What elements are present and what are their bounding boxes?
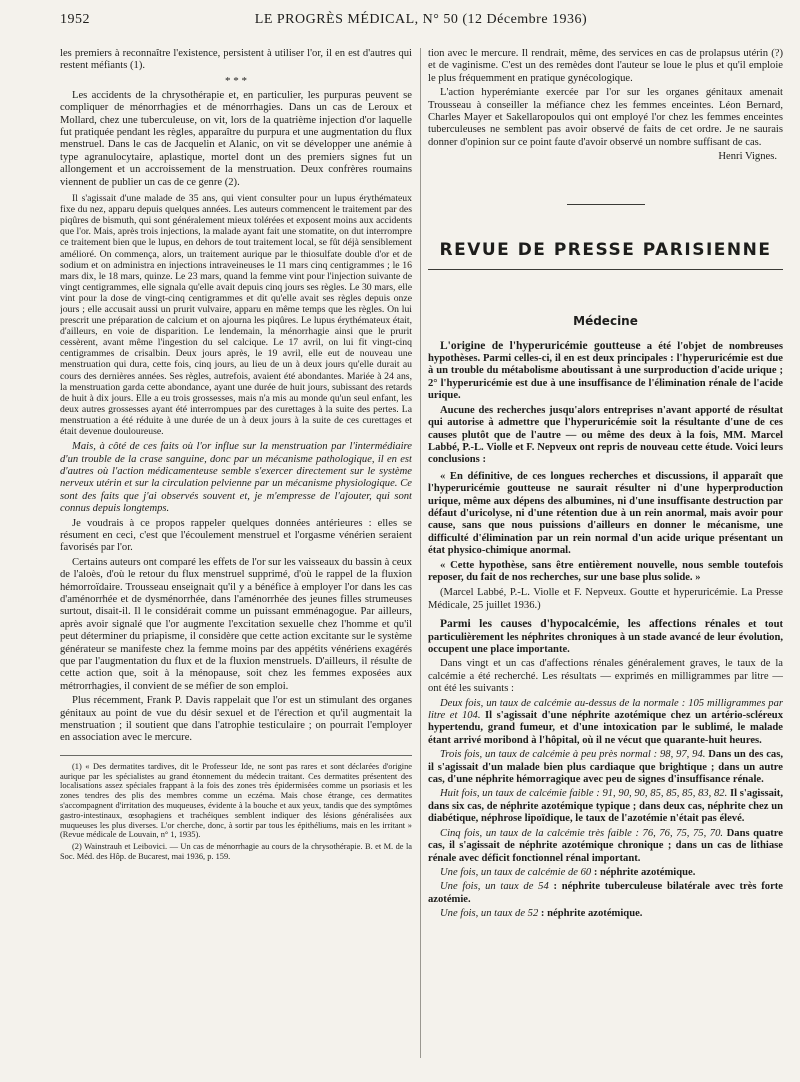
article-1-quote: « En définitive, de ces longues recherches et discussions, il apparaît que l'hyperuricémie goutteuse ne saurait résulter ni d'une hyperproduction urique, même aux dépens des albumines, ni d'une insuffisante destruction par défaut d'uricolyse, ni d'une rétention due à un rein anormal, mais avoir pour cause, sans que nous puissions d'ailleurs en donner le mécanisme, une difficulté d'élimination par un rein normal d'un acide urique présentant un état physico-chimique anormal.: [428, 470, 783, 557]
section-heading: Médecine: [573, 313, 638, 328]
item-text: Il s'agissait d'une néphrite azotémique chez un artério-scléreux hypertendu, grand fumeur, et d'une intoxication par le sublimé, le malade étant arrivé moribond à l'hôpital, où il ne vécut que quarante-huit heures.: [428, 710, 783, 746]
footnote-2: (2) Wainstrauh et Leibovici. — Un cas de ménorrhagie au cours de la chrysothérapie. B. et M. de la Soc. Méd. des Hôp. de Bucarest, mai 1936, p. 159.: [60, 842, 412, 862]
footnote-rule: [60, 755, 412, 756]
item-text: Il s'agissait, dans six cas, de néphrite azotémique typique ; dans deux cas, néphrite chez un diabétique, néphrose lipoïdique, le taux de l'azotémie n'était pas élevé.: [428, 788, 783, 825]
article-1-body: a été l'objet de nombreuses hypothèses. Parmi celles-ci, il en est deux principales : l'hyperuricémie est due à un trouble du métabolisme aboutissant à une surproduction d'acide urique ; 2° l'hyperuricémie est due à une insuffisance de l'élimination rénale de l'acide urique.: [428, 340, 783, 402]
revue-rule: [428, 269, 783, 270]
article-2-item-1: [428, 698, 783, 748]
right-column: [428, 48, 783, 1070]
article-1-intro: [428, 340, 783, 403]
left-column: [60, 48, 412, 1070]
footnote-1: (1) « Des dermatites tardives, dit le Professeur Ide, ne sont pas rares et sont déclarées d'origine aurique par les spécialistes au grand étonnement du médecin traitant. Ces dermatites présentent des localisations assez spéciales frappant à la fois des zones très épidermisées comme un psoriasis et les zones tendres des plis des membres comme un eczéma. Mais chose étrange, ces dermatites s'accompagnent d'irritation des muqueuses, évidente à la bouche et aux yeux, tandis que des symptômes gastro-intestinaux, œsophagiens et trachéiques semblent indiquer des lésions généralisées aux muqueuses les plus diverses. L'or cherche, donc, à sortir par tous les épithéliums, mais en les irritant » (Revue médicale de Louvain, n° 1, 1935).: [60, 761, 412, 840]
revue-title: REVUE DE PRESSE PARISIENNE: [439, 239, 772, 260]
left-paragraph-1: [60, 90, 412, 189]
left-paragraph-3: Mais, à côté de ces faits où l'or influe sur la menstruation par l'intermédiaire d'un trouble de la crase sanguine, donc par un mécanisme pathologique, il en est d'autres où l'action médicamenteuse semble s'exercer directement sur le système nerveux utérin et sur la circulation pelvienne par un mécanisme physiologique. Ce sont des faits que j'ai observés souvent et, je m'empresse de l'ajouter, qui sont connus depuis longtemps.: [60, 441, 412, 515]
article-2-body: et tout particulièrement les néphrites chroniques à un stade avancé de leur évolution, occupent une place importante.: [428, 619, 783, 655]
article-1-paragraph-2: Aucune des recherches jusqu'alors entreprises n'avant apporté de résultat qui autorise à admettre que l'hyperuricémie soit la résultante d'une de ces causes plutôt que de l'autre — ou même des deux à la fois, MM. Marcel Labbé, P.-L. Violle et F. Nepveux ont repris de nouveau cette étude. Voici leurs conclusions :: [428, 404, 783, 466]
article-2-paragraph-2: Dans vingt et un cas d'affections rénales généralement graves, le taux de la calcémie a été recherché. Les résultats — exprimés en milligrammes par litre — ont été les suivants :: [428, 658, 783, 695]
section-stars: * * *: [225, 74, 247, 87]
paragraph-text: Les accidents de la chrysothérapie et, en particulier, les purpuras peuvent se compliquer de ménorrhagies et de ménorrhagies. Dans un cas de Leroux et Mollard, chez une tuberculeuse, on vit, lors de la quatrième injection d'or laquelle fut pratiquée pendant les règles, apparaître du purpura et une augmentation du flux menstruel. Dans le cas de Jacquelin et Alanic, on vit se développer une anémie à type agranulocytaire, aplastique, mortel dont un des premiers signes fut un allongement et un accroissement de la menstruation. Deux confrères roumains viennent de publier un cas de ce genre (2).: [60, 89, 412, 188]
article-1-quote-end: « Cette hypothèse, sans être entièrement nouvelle, nous semble toutefois reposer, du fait de nos recherches, sur une base plus solide. »: [428, 559, 783, 583]
item-label: Une fois, un taux de 54: [440, 881, 549, 893]
left-paragraph-4: Je voudrais à ce propos rappeler quelques données antérieures : elles se résument en ceci, c'est que l'écoulement menstruel et l'orgasme vénérien seraient favorisés par l'or.: [60, 517, 412, 554]
left-paragraph-5: Certains auteurs ont comparé les effets de l'or sur les vaisseaux du bassin à ceux de l'aloès, d'où le retour du flux menstruel supprimé, d'où le rappel de la fluxion hémorroïdaire. Trousseau enseignait qu'il y a bénéfice à employer l'or dans les cas d'aménorrhée et de dysménorrhée, dans l'aménorrhée des jeunes filles strumeuses surtout, disait-il. Il le considérait comme un puissant emménagogue. Par ailleurs, après avoir signalé que l'or augmente l'excitation sexuelle chez l'homme et qu'il peut déterminer du priapisme, il considère que cette action excitante sur le système générateur se manifeste chez la femme moins par des appétits vénériens exagérés que par l'augmentation du flux et de la fluxion menstruels. D'ailleurs, il résulte de cette action que, soit à la ménopause, soit chez les femmes exposées aux métrorrhagies, il convient de se méfier de son emploi.: [60, 556, 412, 692]
separator-rule: [567, 204, 645, 205]
item-text: : néphrite azotémique.: [538, 908, 643, 920]
article-2-item-7: [428, 908, 783, 920]
article-1-lead: L'origine de l'hyperuricémie goutteuse: [440, 339, 641, 352]
article-2-item-3: [428, 788, 783, 825]
item-text: : néphrite azotémique.: [591, 866, 696, 878]
right-paragraph-1: L'action hyperémiante exercée par l'or sur les organes génitaux amenait Trousseau à conseiller la méfiance chez les femmes enceintes. Léon Bernard, Charles Mayer et Sakellaropoulos qui ont employé l'or chez les femmes enceintes tuberculeuses ne semblent pas avoir observé de faits de cet ordre. Je ne saurais donner d'opinion sur ce point faute d'avoir observé un nombre suffisant de cas.: [428, 87, 783, 148]
article-2-item-2: [428, 749, 783, 786]
author-signature: Henri Vignes.: [718, 151, 777, 163]
item-label: Trois fois, un taux de calcémie à peu près normal : 98, 97, 94.: [440, 749, 706, 761]
item-label: Cinq fois, un taux de la calcémie très faible : 76, 76, 75, 75, 70.: [440, 827, 724, 839]
case-report: Il s'agissait d'une malade de 35 ans, qui vient consulter pour un lupus érythémateux fixe du nez, apparu depuis quelques années. Les auteurs commencent le traitement par des piqûres de bismuth, qui sont généralement mieux tolérées et exposent moins aux accidents que l'or. Mais, après trois injections, la malade ayant fait une stomatite, on dut interrompre ce traitement bien que le lupus, en dehors de tout traitement local, se fût déjà sensiblement amélioré. On commença, alors, un traitement aurique par le thiosulfate double d'or et de sodium et on administra en injections intraveineuses le 11 mars cinq centigrammes ; le 16 mars dix, le 18 mars, quinze. Le 23 mars, quand la femme vint pour l'injection suivante de vingt centigrammes, elle signala qu'elle avait depuis cinq jours ses règles. Le 30 mars, elle vint pour la dose de vingt-cinq centigrammes et dit qu'elle avait ses règles depuis onze jours ; elle accusait aussi un prurit vulvaire, apparu en même temps que les règles. On lui prescrit une préparation de calcium et on ajourna les piqûres. Le lupus érythémateux était, d'ailleurs, en voie de disparition. Le lendemain, la ménorrhagie ainsi que le prurit cessèrent, avant même l'ingestion du sel calcique. Le 17 avril, on lui fit vingt-cinq centigrammes de crisalbin. Deux jours après, le 19 avril, elle eut de nouveau une menstruation qui dura, cette fois, cinq jours, au lieu de un à deux jours qu'elle durait au cours des dernières années. Ses règles, autrefois, avaient été abondantes. Mariée à 24 ans, la menstruation garda cette abondance, ayant une durée de huit jours, subissant des retards de huit à dix jours. Elle a eu trois grossesses, mais n'a mis au monde qu'un seul enfant, les deux autres grossesses ayant été interrompues par des curettages à la suite des pertes. La menstruation a été réduite à une durée de un à deux jours à la suite de ces curettages et était devenue douloureuse.: [60, 193, 412, 438]
left-paragraph-6: Plus récemment, Frank P. Davis rappelait que l'or est un stimulant des organes génitaux au point de vue du désir sexuel et de l'érection et qu'il augmentait la menstruation ; il soutient que dans l'atrophie testiculaire ; on pourrait l'employer en association avec le mercure.: [60, 695, 412, 744]
item-text: Dans un des cas, il s'agissait d'un malade bien plus cardiaque que brightique ; dans un autre cas, d'une néphrite hémorragique avec peu de signes d'insuffisance rénale.: [428, 749, 783, 786]
item-text: : néphrite tuberculeuse bilatérale avec très forte azotémie.: [428, 881, 783, 905]
article-2-lead: Parmi les causes d'hypocalcémie, les affections rénales: [440, 618, 740, 631]
item-label: Une fois, un taux de 52: [440, 908, 539, 920]
running-head: [60, 12, 782, 32]
article-2-item-4: [428, 828, 783, 865]
journal-title: LE PROGRÈS MÉDICAL, N° 50 (12 Décembre 1936): [254, 12, 588, 27]
item-label: Une fois, un taux de calcémie de 60: [440, 866, 592, 878]
item-label: Huit fois, un taux de calcémie faible : 91, 90, 90, 85, 85, 85, 83, 82.: [440, 788, 728, 800]
article-2-item-5: [428, 867, 783, 879]
right-paragraph-0: tion avec le mercure. Il rendrait, même, des services en cas de prolapsus utérin (?) et de vaginisme. C'est un des remèdes dont l'auteur se loue le plus et qu'il emploie le plus fréquemment en pratique gynécologique.: [428, 48, 783, 84]
item-label: Deux fois, un taux de calcémie au-dessus de la normale : 105 milligrammes par litre et 104.: [428, 697, 783, 722]
article-2-item-6: [428, 881, 783, 906]
left-paragraph-0: les premiers à reconnaître l'existence, persistent à utiliser l'or, il en est d'autres qui restent méfiants (1).: [60, 48, 412, 72]
column-divider: [420, 48, 421, 1058]
item-text: Dans quatre cas, il s'agissait de néphrite azotémique chronique ; dans un cas de lithiase rénale avec déficit fonctionnel rénal important.: [428, 827, 783, 864]
page-number: 1952: [60, 12, 90, 27]
article-2-intro: [428, 618, 783, 656]
article-1-reference: (Marcel Labbé, P.-L. Violle et F. Nepveux. Goutte et hyperuricémie. La Presse Médicale, 25 juillet 1936.): [428, 587, 783, 611]
